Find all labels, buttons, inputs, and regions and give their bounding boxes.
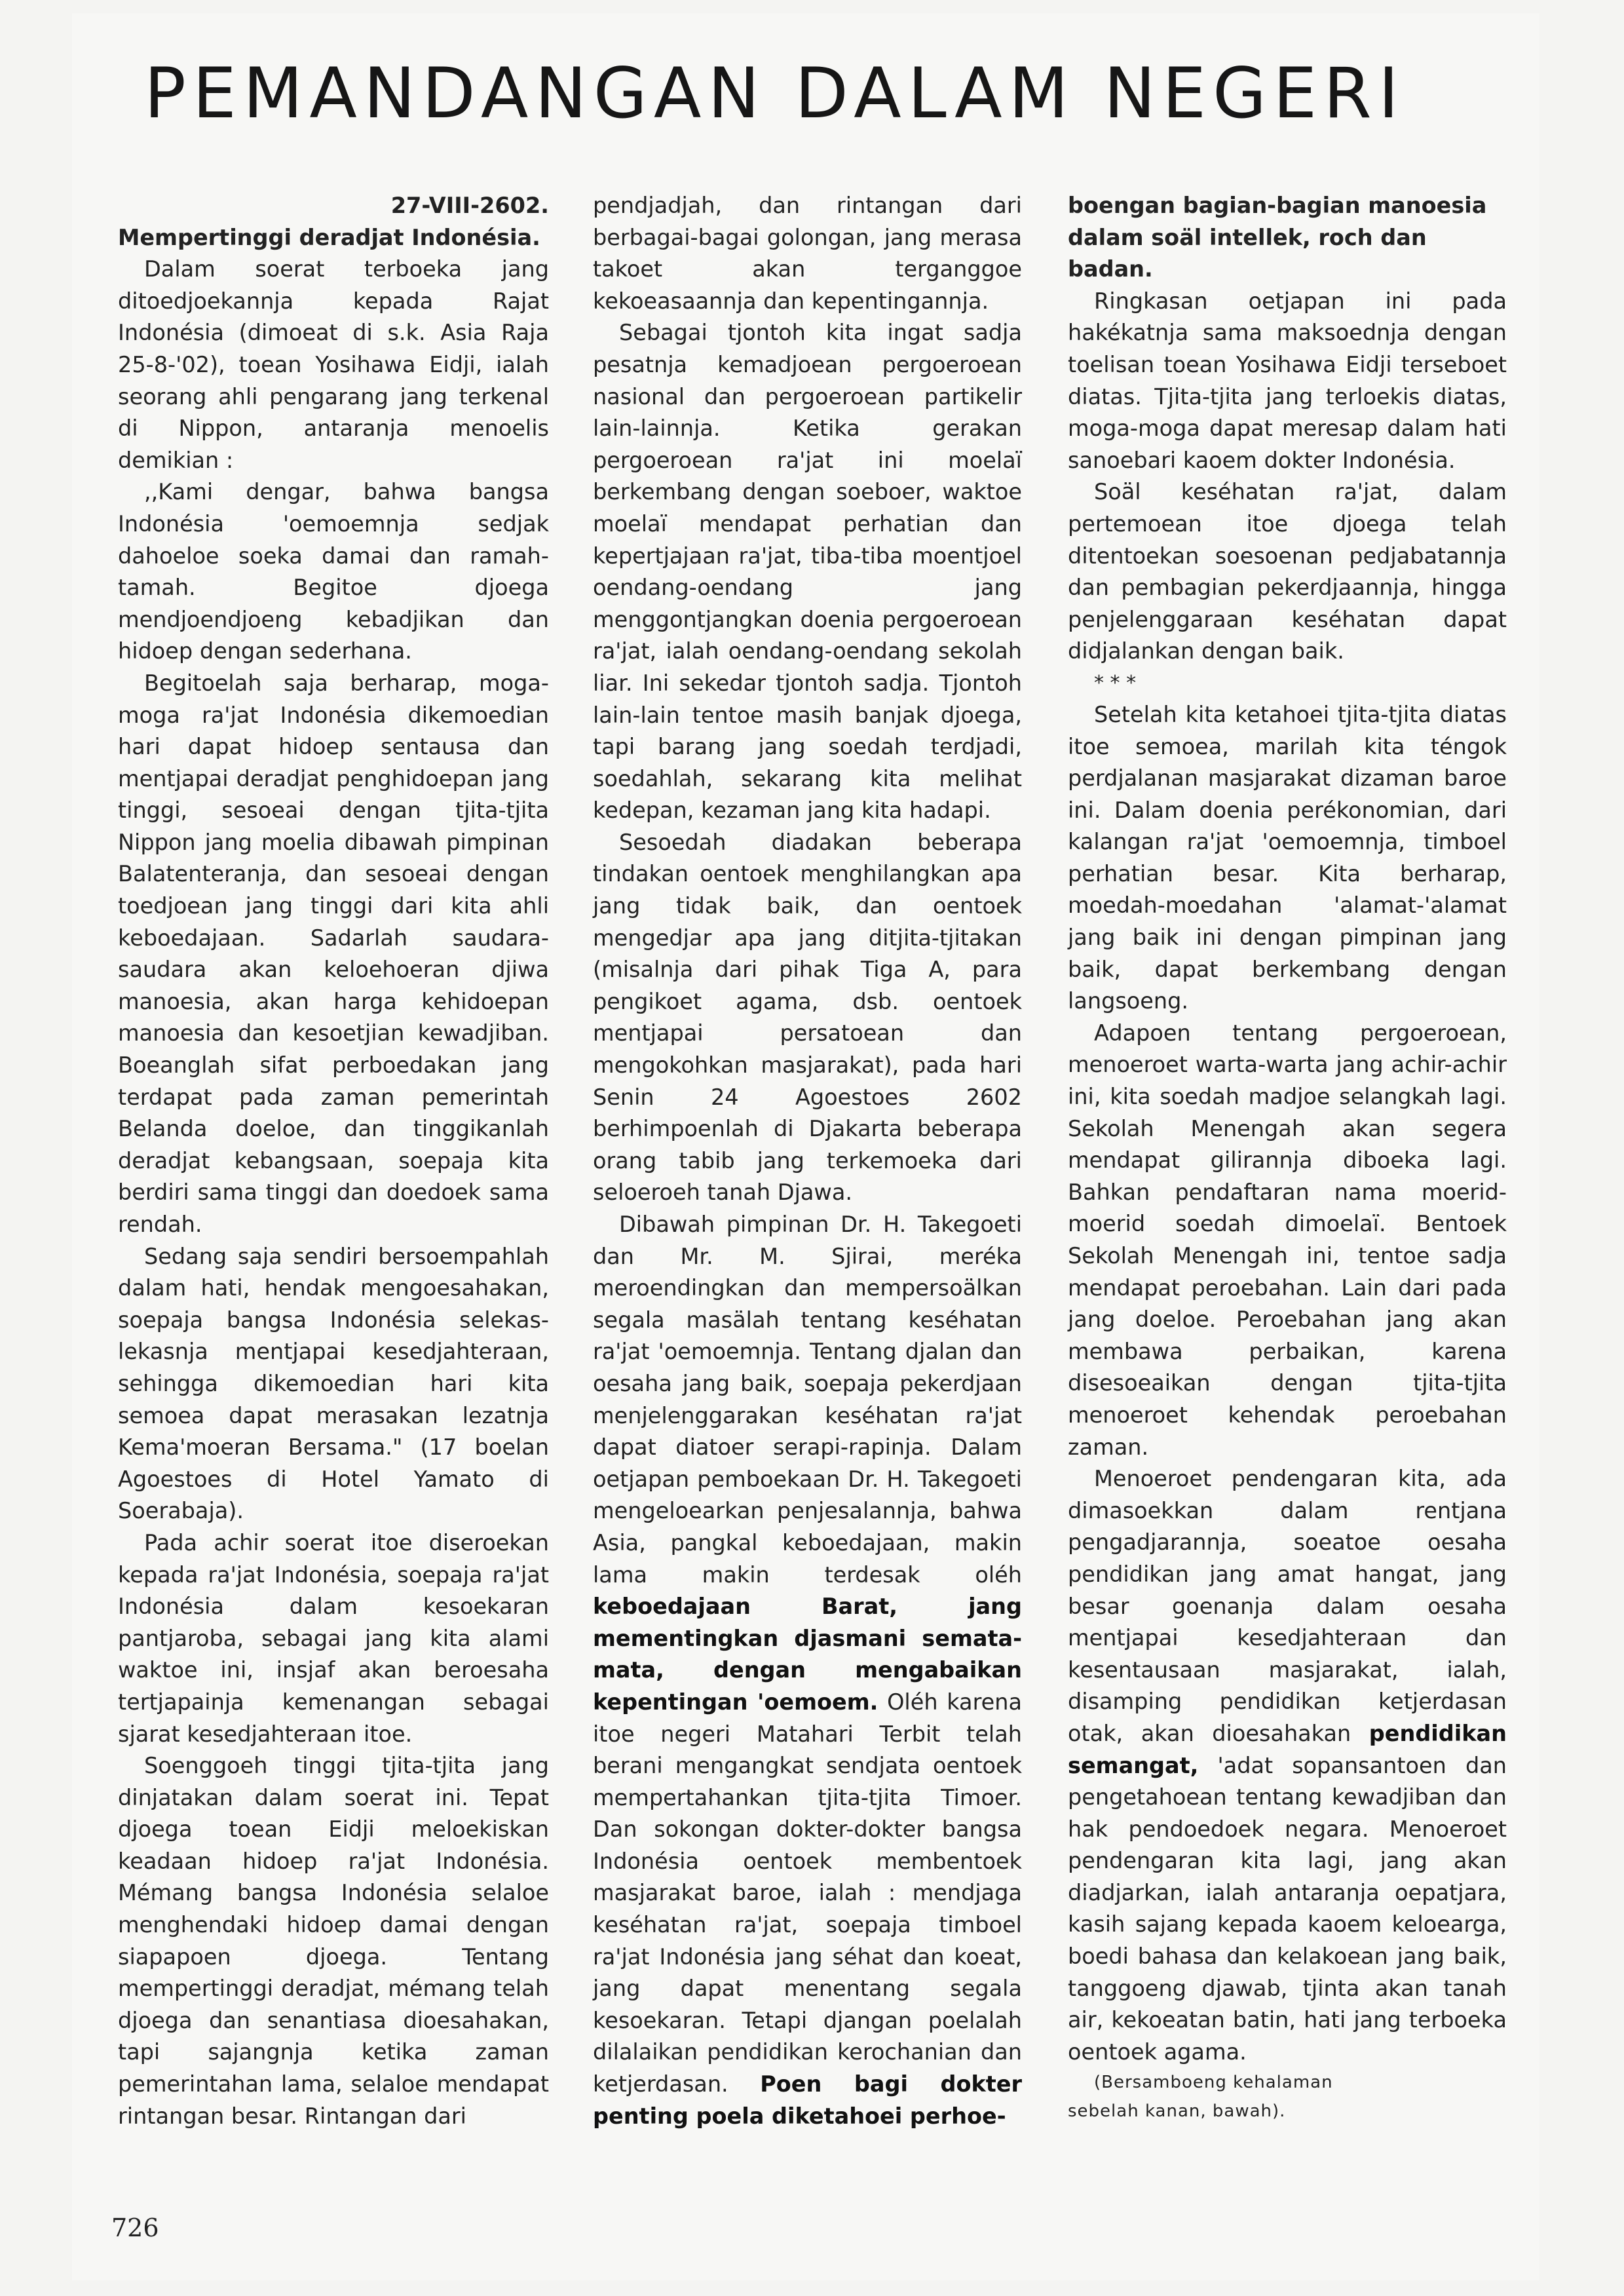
paragraph-text: Oléh karena itoe negeri Matahari Terbit telah berani mengangkat sendjata oentoek mempertahankan tjita-tjita Timoer. Dan sokongan dokter-dokter bangsa Indonésia oentoek membentoek masjarakat baroe, ialah : mendjaga keséhatan ra'jat, soepaja timboel ra'jat Indonésia jang séhat dan koeat, jang dapat menentang segala kesoekaran. Tetapi djangan poelalah dilalaikan pendidikan kerochanian dan ketjerdasan.: [593, 1689, 1022, 2097]
paragraph: ,,Kami dengar, bahwa bangsa Indonésia 'oemoemnja sedjak dahoeloe soeka damai dan ramah-tamah. Begitoe djoega mendjoendjoeng kebadjikan dan hidoep dengan sederhana.: [118, 479, 549, 664]
continuation-line-2: sebelah kanan, bawah).: [1068, 2101, 1286, 2122]
page-number: 726: [111, 2213, 159, 2242]
paragraph: Sebagai tjontoh kita ingat sadja pesatnja kemadjoean pergoeroean nasional dan pergoeroean partikelir lain-lainnja. Ketika gerakan pergoeroean ra'jat ini moelaï berkembang dengan soeboer, waktoe moelaï mendapat perhatian dan kepertjajaan ra'jat, tiba-tiba moentjoel oendang-oendang jang menggontjangkan doenia pergoeroean ra'jat, ialah oendang-oendang sekolah liar. Ini sekedar tjontoh sadja. Tjontoh lain-lain tentoe masih banjak djoega, tapi barang jang soedah terdjadi, soedahlah, sekarang kita melihat kedepan, kezaman jang kita hadapi.: [593, 320, 1022, 824]
article-heading: Mempertinggi deradjat Indonésia.: [118, 224, 540, 250]
paragraph: Pada achir soerat itoe diseroekan kepada ra'jat Indonésia, soepaja ra'jat Indonésia dalam kesoekaran pantjaroba, sebagai jang kita alami waktoe ini, insjaf akan beroesaha tertjapainja kemenangan sebagai sjarat kesedjahteraan itoe.: [118, 1529, 549, 1747]
page-title: PEMANDANGAN DALAM NEGERI: [144, 53, 1406, 134]
paragraph: Dalam soerat terboeka jang ditoedjoekannja kepada Rajat Indonésia (dimoeat di s.k. Asia Raja 25-8-'02), toean Yosihawa Eidji, ialah seorang ahli pengarang jang terkenal di Nippon, antaranja menoelis demikian :: [118, 256, 549, 473]
paragraph-text: Dibawah pimpinan Dr. H. Takegoeti dan Mr. M. Sjirai, meréka meroendingkan dan mempersoälkan segala masälah tentang keséhatan ra'jat 'oemoemnja. Tentang djalan dan oesaha jang baik, soepaja pekerdjaan menjelenggarakan keséhatan ra'jat dapat diatoer serapi-rapinja. Dalam oetjapan pemboekaan Dr. H. Takegoeti mengeloearkan penjesalannja, bahwa Asia, pangkal keboedajaan, makin lama makin terdesak oléh: [593, 1212, 1022, 1588]
article-date: 27-VIII-2602.: [390, 193, 549, 218]
paragraph: [593, 1209, 1022, 2132]
section-separator: * * *: [1094, 671, 1137, 695]
paragraph: Sedang saja sendiri bersoempahlah dalam hati, hendak mengoesahakan, soepaja bangsa Indonésia selekas-lekasnja mentjapai kesedjahteraan, sehingga dikemoedian hari kita semoea dapat merasakan lezatnja Kema'moeran Bersama." (17 boelan Agoestoes di Hotel Yamato di Soerabaja).: [118, 1243, 549, 1524]
paragraph-text: 'adat sopansantoen dan pengetahoean tentang kewadjiban dan hak pendoedoek negara. Menoeroet pendengaran kita lagi, jang akan diadjarkan, ialah antaranja oepatjara, kasih sajang kepada kaoem keloearga, boedi bahasa dan kelakoean jang baik, tanggoeng djawab, tjinta akan tanah air, kekoeatan batin, hati jang terboeka oentoek agama.: [1068, 1752, 1507, 2065]
bold-lead: boengan bagian-bagian manoesia dalam soäl intellek, roch dan badan.: [1068, 193, 1487, 282]
column-1: [118, 190, 549, 2132]
column-2: [593, 190, 1022, 2132]
paragraph: [1068, 1463, 1507, 2068]
paragraph: Sesoedah diadakan beberapa tindakan oentoek menghilangkan apa jang tidak baik, dan oentoek mengedjar apa jang ditjita-tjitakan (misalnja dari pihak Tiga A, para pengikoet agama, dsb. oentoek mentjapai persatoean dan mengokohkan masjarakat), pada hari Senin 24 Agoestoes 2602 berhimpoenlah di Djakarta beberapa orang tabib jang terkemoeka dari seloeroeh tanah Djawa.: [593, 829, 1022, 1206]
paragraph: Soäl keséhatan ra'jat, dalam pertemoean itoe djoega telah ditentoekan soesoenan pedjabatannja dan pembagian pekerdjaannja, hingga penjelenggaraan keséhatan dapat didjalankan dengan baik.: [1068, 479, 1507, 664]
paragraph: Soenggoeh tinggi tjita-tjita jang dinjatakan dalam soerat ini. Tepat djoega toean Eidji meloekiskan keadaan hidoep ra'jat Indonésia. Mémang bangsa Indonésia selaloe menghendaki hidoep damai dengan siapapoen djoega. Tentang mempertinggi deradjat, mémang telah djoega dan senantiasa dioesahakan, tapi sajangnja ketika zaman pemerintahan lama, selaloe mendapat rintangan besar. Rintangan dari: [118, 1753, 549, 2129]
column-3: [1068, 190, 1507, 2126]
paragraph: pendjadjah, dan rintangan dari berbagai-bagai golongan, jang merasa takoet akan terganggoe kekoeasaannja dan kepentingannja.: [593, 193, 1022, 314]
bold-phrase: keboedajaan Barat, jang mementingkan djasmani semata-mata, dengan mengabaikan kepentingan 'oemoem.: [593, 1594, 1022, 1715]
paragraph-text: Menoeroet pendengaran kita, ada dimasoekkan dalam rentjana pengadjarannja, soeatoe oesaha pendidikan jang amat hangat, jang besar goenanja dalam oesaha mentjapai kesedjahteraan dan kesentausaan masjarakat, ialah, disamping pendidikan ketjerdasan otak, akan dioesahakan: [1068, 1466, 1507, 1746]
bold-phrase: Poen bagi dokter penting poela diketahoei perhoe-: [593, 2071, 1022, 2129]
paragraph: Begitoelah saja berharap, moga-moga ra'jat Indonésia dikemoedian hari dapat hidoep sentausa dan mentjapai deradjat penghidoepan jang tinggi, sesoeai dengan tjita-tjita Nippon jang moelia dibawah pimpinan Balatenteranja, dan sesoeai dengan toedjoean jang tinggi dari kita ahli keboedajaan. Sadarlah saudara-saudara akan keloehoeran djiwa manoesia, akan harga kehidoepan manoesia dan kesoetjian kewadjiban. Boeanglah sifat perboedakan jang terdapat pada zaman pemerintah Belanda doeloe, dan tinggikanlah deradjat kebangsaan, soepaja kita berdiri sama tinggi dan doedoek sama rendah.: [118, 670, 549, 1237]
paragraph: Setelah kita ketahoei tjita-tjita diatas itoe semoea, marilah kita téngok perdjalanan masjarakat dizaman baroe ini. Dalam doenia perékonomian, dari kalangan ra'jat 'oemoemnja, timboel perhatian besar. Kita berharap, moedah-moedahan 'alamat-'alamat jang baik ini dengan pimpinan jang baik, dapat berkembang dengan langsoeng.: [1068, 701, 1507, 1014]
bold-phrase: pendidikan semangat,: [1068, 1720, 1507, 1778]
continuation-line-1: (Bersamboeng kehalaman: [1094, 2073, 1333, 2093]
paragraph: Adapoen tentang pergoeroean, menoeroet warta-warta jang achir-achir ini, kita soedah madjoe selangkah lagi. Sekolah Menengah akan segera mendapat gilirannja diboeka lagi. Bahkan pendaftaran nama moerid-moerid soedah dimoelaï. Bentoek Sekolah Menengah ini, tentoe sadja mendapat peroebahan. Lain dari pada jang doeloe. Peroebahan jang akan membawa perbaikan, karena disesoeaikan dengan tjita-tjita menoeroet kehendak peroebahan zaman.: [1068, 1020, 1507, 1460]
continuation-note: [1068, 2068, 1507, 2126]
paragraph: Ringkasan oetjapan ini pada hakékatnja sama maksoednja dengan toelisan toean Yosihawa Eidji terseboet diatas. Tjita-tjita jang terloekis diatas, moga-moga dapat meresap dalam hati sanoebari kaoem dokter Indonésia.: [1068, 288, 1507, 473]
